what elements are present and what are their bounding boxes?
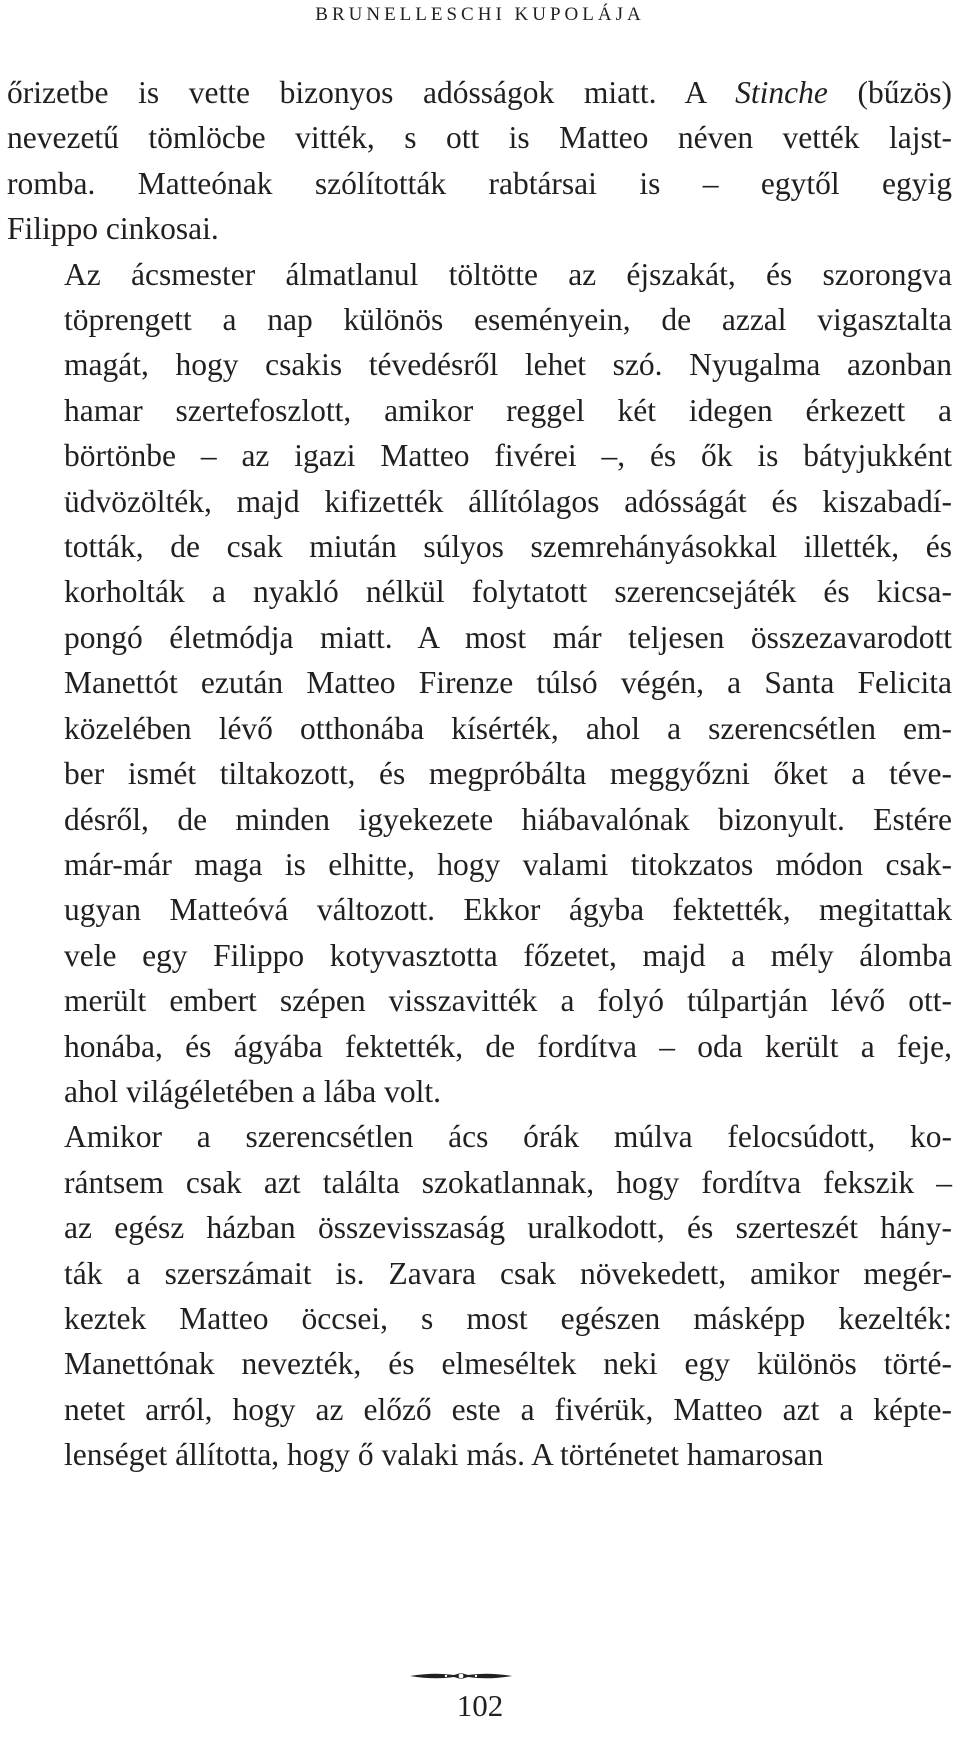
text-line: Filippo cinkosai. [7,211,219,247]
paragraph [7,252,952,1115]
text-line: tották, de csak miután súlyos szemrehányásokkal illették, és [64,529,952,565]
page-number: 102 [456,1688,504,1723]
text-line: töprengett a nap különös eseményein, de azzal vigasztalta [64,302,952,338]
text-line: Manettónak nevezték, és elmeséltek neki egy különös törté- [64,1346,952,1382]
text-line: már-már maga is elhitte, hogy valami titokzatos módon csak- [64,846,952,882]
text-line: hamar szertefoszlott, amikor reggel két idegen érkezett a [64,392,952,428]
italic-term: Stinche [735,75,828,110]
text-line: lenséget állította, hogy ő valaki más. A történetet hamarosan [64,1437,824,1473]
text-line: magát, hogy csakis tévedésről lehet szó. Nyugalma azonban [64,347,952,383]
text-line: romba. Matteónak szólították rabtársai is – egytől egyig [7,165,952,201]
text-line: Amikor a szerencsétlen ács órák múlva felocsúdott, ko- [64,1119,952,1155]
text-line: üdvözölték, majd kifizették állítólagos adósságát és kiszabadí- [64,483,952,519]
paragraph [7,1114,952,1477]
text-line: pongó életmódja miatt. A most már teljesen összezavarodott [64,619,952,655]
running-head: BRUNELLESCHI KUPOLÁJA [315,4,645,25]
text-line: keztek Matteo öccsei, s most egészen másképp kezelték: [64,1300,952,1336]
paragraph [7,70,952,252]
text-line: ahol világéletében a lába volt. [64,1073,441,1109]
text-line: ugyan Matteóvá változott. Ekkor ágyba fektették, megitattak [64,892,952,928]
text-line: korholták a nyakló nélkül folytatott szerencsejáték és kicsa- [64,574,952,610]
text-line: őrizetbe is vette bizonyos adósságok miatt. A Stinche (bűzös) [7,75,952,110]
text-line: Manettót ezután Matteo Firenze túlsó végén, a Santa Felicita [64,665,952,701]
text-line: Az ácsmester álmatlanul töltötte az éjszakát, és szorongva [64,256,952,292]
text-line: honába, és ágyába fektették, de fordítva – oda került a feje, [64,1028,952,1064]
text-line: közelében lévő otthonába kísérték, ahol a szerencsétlen em- [64,710,952,746]
text-line: netet arról, hogy az előző este a fivérük, Matteo azt a képte- [64,1391,952,1427]
text-line: nevezetű tömlöcbe vitték, s ott is Matteo néven vették lajst- [7,120,952,156]
fleuron-ornament-icon [408,1669,514,1683]
text-line: ber ismét tiltakozott, és megpróbálta meggyőzni őket a téve- [64,756,952,792]
text-line: rántsem csak azt találta szokatlannak, hogy fordítva fekszik – [64,1164,952,1200]
text-line: merült embert szépen visszavitték a folyó túlpartján lévő ott- [64,983,952,1019]
body-text [7,70,952,1478]
text-line: vele egy Filippo kotyvasztotta főzetet, majd a mély álomba [64,937,952,973]
text-line: ták a szerszámait is. Zavara csak növekedett, amikor megér- [64,1255,952,1291]
text-line: börtönbe – az igazi Matteo fivérei –, és ők is bátyjukként [64,438,952,474]
text-line: az egész házban összevisszaság uralkodott, és szerteszét hány- [64,1210,952,1246]
text-line: désről, de minden igyekezete hiábavalónak bizonyult. Estére [64,801,952,837]
